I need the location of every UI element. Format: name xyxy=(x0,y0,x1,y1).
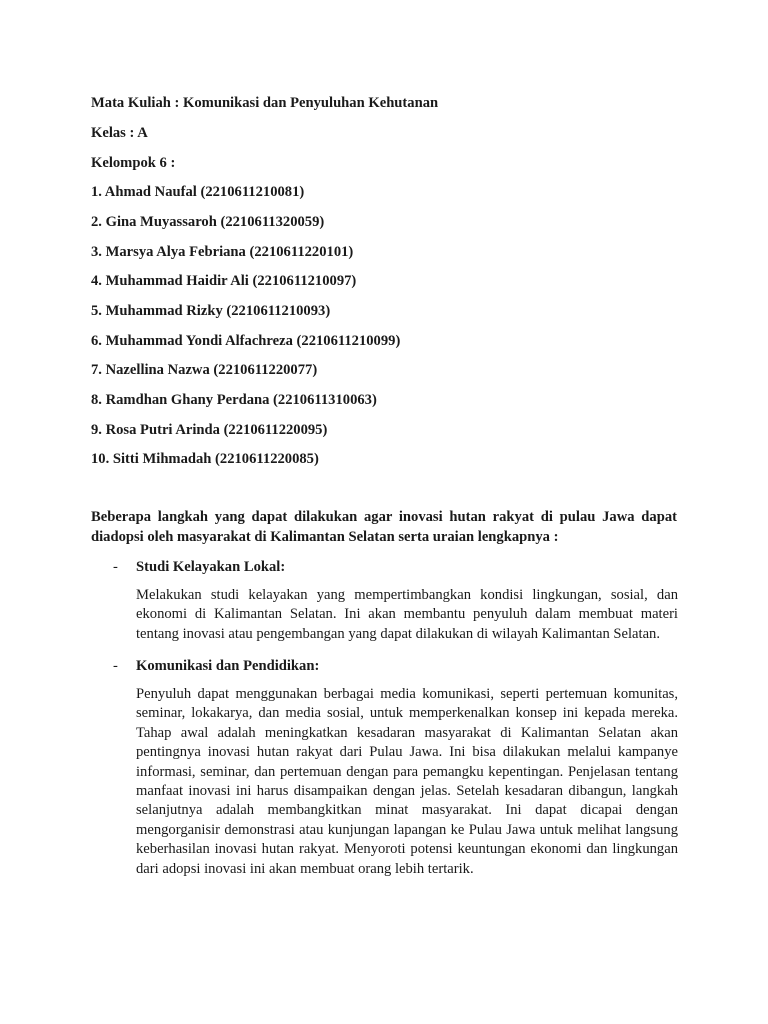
section-body: Melakukan studi kelayakan yang mempertimbangkan kondisi lingkungan, sosial, dan ekonomi di Kalimantan Selatan. Ini akan membantu penyuluh dalam membuat materi tentang inovasi atau pengembangan yang dapat dilakukan di wilayah Kalimantan Selatan. xyxy=(136,587,678,642)
member-item: 8. Ramdhan Ghany Perdana (2210611310063) xyxy=(91,392,377,408)
member-item: 1. Ahmad Naufal (2210611210081) xyxy=(91,184,305,200)
class-label: Kelas : A xyxy=(91,125,148,141)
bullet-dash: - xyxy=(113,559,118,575)
course-title: Mata Kuliah : Komunikasi dan Penyuluhan Kehutanan xyxy=(91,95,439,111)
member-item: 7. Nazellina Nazwa (2210611220077) xyxy=(91,362,318,378)
member-item: 4. Muhammad Haidir Ali (2210611210097) xyxy=(91,273,357,289)
member-item: 6. Muhammad Yondi Alfachreza (2210611210099) xyxy=(91,333,401,349)
member-item: 10. Sitti Mihmadah (2210611220085) xyxy=(91,451,319,467)
section-body: Penyuluh dapat menggunakan berbagai media komunikasi, seperti pertemuan komunitas, seminar, lokakarya, dan media sosial, untuk memperkenalkan konsep ini kepada mereka. Tahap awal adalah meningkatkan kesadaran masyarakat di Kalimantan Selatan akan pentingnya inovasi hutan rakyat dari Pulau Jawa. Ini bisa dilakukan melalui kampanye informasi, seminar, dan pertemuan dengan para pemangku kepentingan. Penjelasan tentang manfaat inovasi ini harus disampaikan dengan jelas. Setelah kesadaran dibangun, langkah selanjutnya adalah membangkitkan minat masyarakat. Ini dapat dicapai dengan mengorganisir demonstrasi atau kunjungan lapangan ke Pulau Jawa untuk melihat langsung keberhasilan inovasi hutan rakyat. Menyoroti potensi keuntungan ekonomi dan lingkungan dari adopsi inovasi ini akan membuat orang lebih tertarik. xyxy=(136,686,678,877)
group-label: Kelompok 6 : xyxy=(91,155,176,171)
member-item: 9. Rosa Putri Arinda (2210611220095) xyxy=(91,422,328,438)
member-item: 5. Muhammad Rizky (2210611210093) xyxy=(91,303,331,319)
member-item: 2. Gina Muyassaroh (2210611320059) xyxy=(91,214,325,230)
member-item: 3. Marsya Alya Febriana (2210611220101) xyxy=(91,244,354,260)
question-heading: Beberapa langkah yang dapat dilakukan agar inovasi hutan rakyat di pulau Jawa dapat diadopsi oleh masyarakat di Kalimantan Selatan serta uraian lengkapnya : xyxy=(91,509,677,545)
section-title: Studi Kelayakan Lokal: xyxy=(136,559,286,575)
section-title: Komunikasi dan Pendidikan: xyxy=(136,658,320,674)
bullet-dash: - xyxy=(113,658,118,674)
